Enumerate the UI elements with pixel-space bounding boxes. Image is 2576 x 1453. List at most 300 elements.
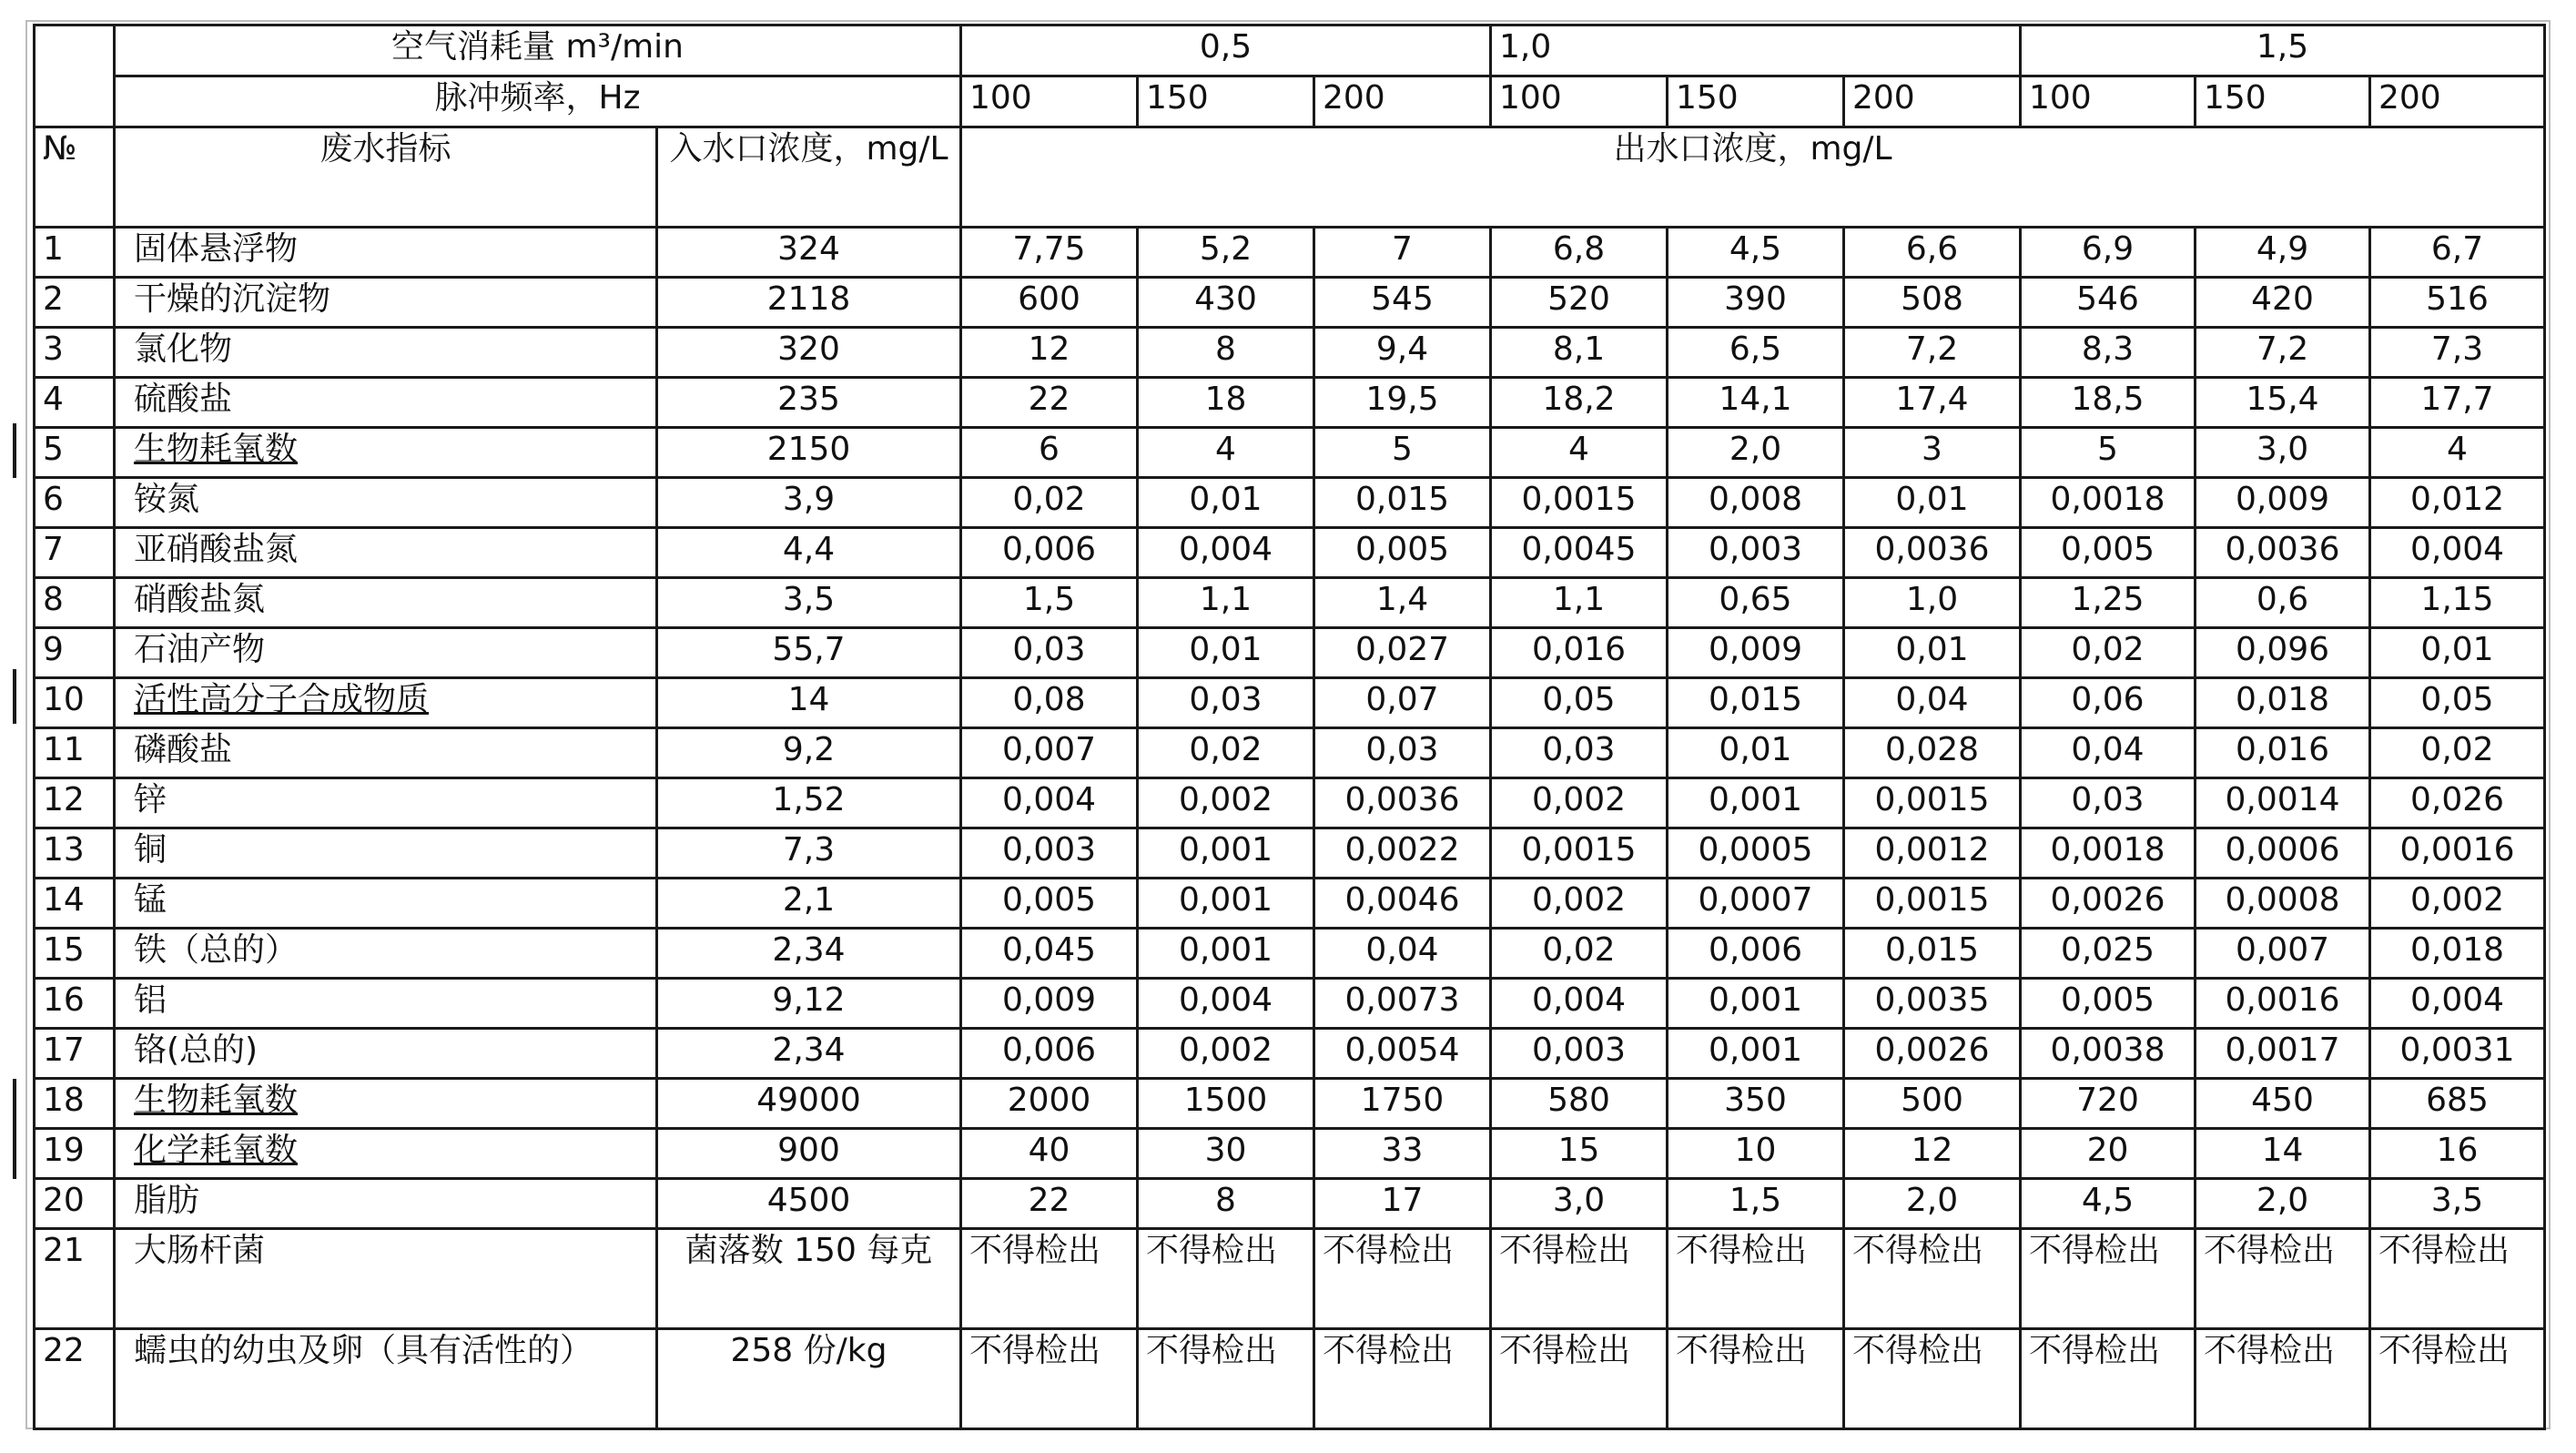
- row-number: 5: [35, 428, 115, 478]
- table-row: [35, 828, 2545, 879]
- table-row: [35, 328, 2545, 378]
- table-row: [35, 528, 2545, 578]
- table-row: [35, 879, 2545, 929]
- indicator-name: 化学耗氧数: [115, 1129, 657, 1179]
- outlet-concentration: 不得检出: [1491, 1329, 1668, 1429]
- outlet-concentration: 0,0036: [1314, 778, 1491, 828]
- outlet-concentration: 0,015: [1668, 678, 1844, 728]
- outlet-concentration: 0,01: [1844, 478, 2021, 528]
- outlet-concentration: 0,002: [1138, 1029, 1314, 1079]
- outlet-concentration: 0,006: [961, 1029, 1138, 1079]
- outlet-concentration: 0,0045: [1491, 528, 1668, 578]
- outlet-concentration: 0,005: [2021, 979, 2196, 1029]
- outlet-concentration: 0,05: [1491, 678, 1668, 728]
- outlet-concentration: 0,002: [2370, 879, 2545, 929]
- air-value-3: 1,5: [2021, 25, 2545, 76]
- row-number: 20: [35, 1179, 115, 1229]
- outlet-concentration: 450: [2196, 1079, 2370, 1129]
- inlet-concentration: 2,34: [657, 929, 961, 979]
- inlet-concentration: 4,4: [657, 528, 961, 578]
- outlet-concentration: 546: [2021, 278, 2196, 328]
- outlet-concentration: 0,005: [2021, 528, 2196, 578]
- outlet-concentration: 0,004: [2370, 528, 2545, 578]
- outlet-concentration: 520: [1491, 278, 1668, 328]
- outlet-concentration: 0,004: [2370, 979, 2545, 1029]
- freq-cell: 100: [961, 76, 1138, 127]
- outlet-concentration: 0,08: [961, 678, 1138, 728]
- outlet-concentration: 545: [1314, 278, 1491, 328]
- outlet-concentration: 不得检出: [1491, 1229, 1668, 1329]
- outlet-concentration: 0,0036: [2196, 528, 2370, 578]
- outlet-concentration: 0,6: [2196, 578, 2370, 628]
- outlet-concentration: 0,002: [1491, 879, 1668, 929]
- inlet-concentration: 14: [657, 678, 961, 728]
- inlet-concentration: 2150: [657, 428, 961, 478]
- table-row: [35, 578, 2545, 628]
- inlet-concentration: 324: [657, 228, 961, 278]
- indicator-name: 干燥的沉淀物: [115, 278, 657, 328]
- outlet-concentration: 0,07: [1314, 678, 1491, 728]
- outlet-concentration: 4: [1138, 428, 1314, 478]
- outlet-concentration: 8,3: [2021, 328, 2196, 378]
- inlet-concentration: 菌落数 150 每克: [657, 1229, 961, 1329]
- indicator-name: 活性高分子合成物质: [115, 678, 657, 728]
- outlet-concentration: 不得检出: [2021, 1229, 2196, 1329]
- outlet-concentration: 30: [1138, 1129, 1314, 1179]
- indicator-name: 磷酸盐: [115, 728, 657, 778]
- air-value-2: 1,0: [1491, 25, 2021, 76]
- outlet-concentration: 0,0015: [1844, 778, 2021, 828]
- number-header: №: [35, 127, 115, 228]
- outlet-concentration: 0,0007: [1668, 879, 1844, 929]
- outlet-concentration: 0,0014: [2196, 778, 2370, 828]
- table-row: [35, 478, 2545, 528]
- row-number: 16: [35, 979, 115, 1029]
- outlet-concentration: 4: [2370, 428, 2545, 478]
- outlet-concentration: 0,012: [2370, 478, 2545, 528]
- indicator-name: 石油产物: [115, 628, 657, 678]
- outlet-concentration: 1,5: [961, 578, 1138, 628]
- indicator-name: 铬(总的): [115, 1029, 657, 1079]
- freq-cell: 150: [1138, 76, 1314, 127]
- freq-cell: 200: [1844, 76, 2021, 127]
- outlet-concentration: 不得检出: [1138, 1229, 1314, 1329]
- header-row-air: [35, 25, 2545, 76]
- outlet-concentration: 7: [1314, 228, 1491, 278]
- outlet-concentration: 390: [1668, 278, 1844, 328]
- outlet-concentration: 0,005: [1314, 528, 1491, 578]
- outlet-concentration: 22: [961, 1179, 1138, 1229]
- inlet-concentration: 9,2: [657, 728, 961, 778]
- outlet-concentration: 0,016: [1491, 628, 1668, 678]
- outlet-concentration: 0,04: [2021, 728, 2196, 778]
- outlet-concentration: 0,06: [2021, 678, 2196, 728]
- outlet-concentration: 0,0015: [1491, 478, 1668, 528]
- outlet-concentration: 0,01: [1844, 628, 2021, 678]
- outlet-concentration: 4,5: [1668, 228, 1844, 278]
- freq-cell: 100: [1491, 76, 1668, 127]
- table-row: [35, 1229, 2545, 1329]
- outlet-concentration: 1,15: [2370, 578, 2545, 628]
- outlet-concentration: 1,4: [1314, 578, 1491, 628]
- outlet-concentration: 6,6: [1844, 228, 2021, 278]
- outlet-concentration: 430: [1138, 278, 1314, 328]
- outlet-concentration: 0,016: [2196, 728, 2370, 778]
- outlet-concentration: 420: [2196, 278, 2370, 328]
- outlet-concentration: 1500: [1138, 1079, 1314, 1129]
- outlet-concentration: 0,03: [1138, 678, 1314, 728]
- outlet-concentration: 0,03: [1491, 728, 1668, 778]
- row-number: 2: [35, 278, 115, 328]
- outlet-concentration: 0,0015: [1491, 828, 1668, 879]
- outlet-concentration: 685: [2370, 1079, 2545, 1129]
- inlet-concentration: 235: [657, 378, 961, 428]
- outlet-concentration: 8: [1138, 1179, 1314, 1229]
- header-row-pulse: [35, 76, 2545, 127]
- outlet-concentration: 0,0038: [2021, 1029, 2196, 1079]
- row-number: 15: [35, 929, 115, 979]
- outlet-concentration: 0,003: [961, 828, 1138, 879]
- inlet-concentration: 55,7: [657, 628, 961, 678]
- outlet-concentration: 3: [1844, 428, 2021, 478]
- outlet-header: 出水口浓度，mg/L: [961, 127, 2545, 228]
- outlet-concentration: 0,0073: [1314, 979, 1491, 1029]
- outlet-concentration: 0,03: [1314, 728, 1491, 778]
- outlet-concentration: 14,1: [1668, 378, 1844, 428]
- outlet-concentration: 0,0018: [2021, 828, 2196, 879]
- indicator-name: 铁（总的）: [115, 929, 657, 979]
- outlet-concentration: 0,0022: [1314, 828, 1491, 879]
- outlet-concentration: 0,03: [961, 628, 1138, 678]
- corner-cell: [35, 25, 115, 127]
- outlet-concentration: 0,0008: [2196, 879, 2370, 929]
- inlet-concentration: 3,9: [657, 478, 961, 528]
- outlet-concentration: 0,003: [1491, 1029, 1668, 1079]
- indicator-name: 锰: [115, 879, 657, 929]
- inlet-concentration: 258 份/kg: [657, 1329, 961, 1429]
- table-row: [35, 728, 2545, 778]
- outlet-concentration: 3,0: [1491, 1179, 1668, 1229]
- row-number: 9: [35, 628, 115, 678]
- wastewater-table: [33, 24, 2546, 1430]
- outlet-concentration: 0,004: [1491, 979, 1668, 1029]
- table-row: [35, 778, 2545, 828]
- outlet-concentration: 不得检出: [2021, 1329, 2196, 1429]
- outlet-concentration: 0,001: [1138, 879, 1314, 929]
- outlet-concentration: 18,2: [1491, 378, 1668, 428]
- outlet-concentration: 0,009: [2196, 478, 2370, 528]
- inlet-header: 入水口浓度，mg/L: [657, 127, 961, 228]
- outlet-concentration: 17: [1314, 1179, 1491, 1229]
- table-row: [35, 228, 2545, 278]
- indicator-name: 硫酸盐: [115, 378, 657, 428]
- outlet-concentration: 0,001: [1138, 828, 1314, 879]
- outlet-concentration: 9,4: [1314, 328, 1491, 378]
- outlet-concentration: 0,0005: [1668, 828, 1844, 879]
- outlet-concentration: 0,05: [2370, 678, 2545, 728]
- row-number: 19: [35, 1129, 115, 1179]
- inlet-concentration: 9,12: [657, 979, 961, 1029]
- outlet-concentration: 0,001: [1668, 1029, 1844, 1079]
- indicator-name: 硝酸盐氮: [115, 578, 657, 628]
- outlet-concentration: 0,65: [1668, 578, 1844, 628]
- outlet-concentration: 10: [1668, 1129, 1844, 1179]
- outlet-concentration: 1,25: [2021, 578, 2196, 628]
- row-number: 6: [35, 478, 115, 528]
- outlet-concentration: 0,0018: [2021, 478, 2196, 528]
- outlet-concentration: 7,2: [2196, 328, 2370, 378]
- table-row: [35, 1129, 2545, 1179]
- outlet-concentration: 0,004: [961, 778, 1138, 828]
- outlet-concentration: 不得检出: [1844, 1229, 2021, 1329]
- outlet-concentration: 17,4: [1844, 378, 2021, 428]
- row-number: 17: [35, 1029, 115, 1079]
- inlet-concentration: 900: [657, 1129, 961, 1179]
- outlet-concentration: 0,001: [1668, 979, 1844, 1029]
- outlet-concentration: 不得检出: [1668, 1229, 1844, 1329]
- outlet-concentration: 0,02: [961, 478, 1138, 528]
- table-row: [35, 428, 2545, 478]
- table-row: [35, 929, 2545, 979]
- outlet-concentration: 22: [961, 378, 1138, 428]
- inlet-concentration: 7,3: [657, 828, 961, 879]
- inlet-concentration: 2118: [657, 278, 961, 328]
- inlet-concentration: 2,1: [657, 879, 961, 929]
- outlet-concentration: 14: [2196, 1129, 2370, 1179]
- indicator-name: 蠕虫的幼虫及卵（具有活性的）: [115, 1329, 657, 1429]
- outlet-concentration: 不得检出: [961, 1229, 1138, 1329]
- outlet-concentration: 508: [1844, 278, 2021, 328]
- outlet-concentration: 33: [1314, 1129, 1491, 1179]
- outlet-concentration: 1750: [1314, 1079, 1491, 1129]
- row-number: 1: [35, 228, 115, 278]
- outlet-concentration: 0,003: [1668, 528, 1844, 578]
- outlet-concentration: 1,1: [1138, 578, 1314, 628]
- outlet-concentration: 0,045: [961, 929, 1138, 979]
- outlet-concentration: 0,001: [1668, 778, 1844, 828]
- row-number: 7: [35, 528, 115, 578]
- indicator-name: 铜: [115, 828, 657, 879]
- outlet-concentration: 5,2: [1138, 228, 1314, 278]
- outlet-concentration: 不得检出: [961, 1329, 1138, 1429]
- outlet-concentration: 6,9: [2021, 228, 2196, 278]
- margin-mark: [13, 669, 16, 724]
- outlet-concentration: 0,004: [1138, 979, 1314, 1029]
- outlet-concentration: 17,7: [2370, 378, 2545, 428]
- outlet-concentration: 0,0015: [1844, 879, 2021, 929]
- outlet-concentration: 516: [2370, 278, 2545, 328]
- row-number: 12: [35, 778, 115, 828]
- outlet-concentration: 7,75: [961, 228, 1138, 278]
- row-number: 18: [35, 1079, 115, 1129]
- outlet-concentration: 0,0016: [2196, 979, 2370, 1029]
- indicator-name: 生物耗氧数: [115, 1079, 657, 1129]
- outlet-concentration: 0,03: [2021, 778, 2196, 828]
- outlet-concentration: 0,02: [2021, 628, 2196, 678]
- outlet-concentration: 6: [961, 428, 1138, 478]
- inlet-concentration: 2,34: [657, 1029, 961, 1079]
- outlet-concentration: 7,2: [1844, 328, 2021, 378]
- inlet-concentration: 320: [657, 328, 961, 378]
- indicator-name: 脂肪: [115, 1179, 657, 1229]
- outlet-concentration: 不得检出: [1314, 1329, 1491, 1429]
- indicator-name: 生物耗氧数: [115, 428, 657, 478]
- outlet-concentration: 6,8: [1491, 228, 1668, 278]
- outlet-concentration: 0,015: [1844, 929, 2021, 979]
- table-row: [35, 1029, 2545, 1079]
- outlet-concentration: 0,008: [1668, 478, 1844, 528]
- outlet-concentration: 0,0035: [1844, 979, 2021, 1029]
- indicator-header: 废水指标: [115, 127, 657, 228]
- outlet-concentration: 0,007: [2196, 929, 2370, 979]
- freq-cell: 200: [2370, 76, 2545, 127]
- outlet-concentration: 0,0006: [2196, 828, 2370, 879]
- outlet-concentration: 不得检出: [1844, 1329, 2021, 1429]
- outlet-concentration: 1,0: [1844, 578, 2021, 628]
- outlet-concentration: 0,0054: [1314, 1029, 1491, 1079]
- freq-cell: 150: [2196, 76, 2370, 127]
- table-row: [35, 378, 2545, 428]
- outlet-concentration: 0,01: [1668, 728, 1844, 778]
- margin-mark: [13, 423, 16, 478]
- outlet-concentration: 15,4: [2196, 378, 2370, 428]
- inlet-concentration: 3,5: [657, 578, 961, 628]
- outlet-concentration: 0,01: [1138, 628, 1314, 678]
- outlet-concentration: 0,006: [1668, 929, 1844, 979]
- outlet-concentration: 0,0046: [1314, 879, 1491, 929]
- outlet-concentration: 2,0: [1668, 428, 1844, 478]
- outlet-concentration: 0,002: [1138, 778, 1314, 828]
- outlet-concentration: 0,027: [1314, 628, 1491, 678]
- outlet-concentration: 不得检出: [2370, 1329, 2545, 1429]
- outlet-concentration: 0,006: [961, 528, 1138, 578]
- row-number: 21: [35, 1229, 115, 1329]
- outlet-concentration: 5: [2021, 428, 2196, 478]
- margin-mark: [13, 1079, 16, 1179]
- outlet-concentration: 0,009: [961, 979, 1138, 1029]
- outlet-concentration: 0,02: [2370, 728, 2545, 778]
- row-number: 3: [35, 328, 115, 378]
- table-row: [35, 278, 2545, 328]
- outlet-concentration: 0,009: [1668, 628, 1844, 678]
- outlet-concentration: 0,028: [1844, 728, 2021, 778]
- outlet-concentration: 2,0: [2196, 1179, 2370, 1229]
- outlet-concentration: 1,1: [1491, 578, 1668, 628]
- outlet-concentration: 720: [2021, 1079, 2196, 1129]
- row-number: 11: [35, 728, 115, 778]
- outlet-concentration: 600: [961, 278, 1138, 328]
- outlet-concentration: 0,018: [2370, 929, 2545, 979]
- outlet-concentration: 0,0026: [2021, 879, 2196, 929]
- outlet-concentration: 0,02: [1138, 728, 1314, 778]
- outlet-concentration: 1,5: [1668, 1179, 1844, 1229]
- row-number: 13: [35, 828, 115, 879]
- outlet-concentration: 0,007: [961, 728, 1138, 778]
- inlet-concentration: 4500: [657, 1179, 961, 1229]
- table-row: [35, 628, 2545, 678]
- outlet-concentration: 500: [1844, 1079, 2021, 1129]
- outlet-concentration: 3,5: [2370, 1179, 2545, 1229]
- outlet-concentration: 0,0012: [1844, 828, 2021, 879]
- outlet-concentration: 0,018: [2196, 678, 2370, 728]
- indicator-name: 固体悬浮物: [115, 228, 657, 278]
- outlet-concentration: 40: [961, 1129, 1138, 1179]
- outlet-concentration: 0,04: [1314, 929, 1491, 979]
- pulse-frequency-label: 脉冲频率，Hz: [115, 76, 961, 127]
- row-number: 22: [35, 1329, 115, 1429]
- inlet-concentration: 1,52: [657, 778, 961, 828]
- outlet-concentration: 580: [1491, 1079, 1668, 1129]
- outlet-concentration: 7,3: [2370, 328, 2545, 378]
- air-value-1: 0,5: [961, 25, 1491, 76]
- table-row: [35, 678, 2545, 728]
- outlet-concentration: 0,002: [1491, 778, 1668, 828]
- outlet-concentration: 6,5: [1668, 328, 1844, 378]
- outlet-concentration: 18,5: [2021, 378, 2196, 428]
- outlet-concentration: 12: [1844, 1129, 2021, 1179]
- outlet-concentration: 0,0016: [2370, 828, 2545, 879]
- outlet-concentration: 不得检出: [2196, 1329, 2370, 1429]
- indicator-name: 铵氮: [115, 478, 657, 528]
- indicator-name: 氯化物: [115, 328, 657, 378]
- freq-cell: 150: [1668, 76, 1844, 127]
- outlet-concentration: 6,7: [2370, 228, 2545, 278]
- row-number: 4: [35, 378, 115, 428]
- outlet-concentration: 350: [1668, 1079, 1844, 1129]
- outlet-concentration: 8: [1138, 328, 1314, 378]
- outlet-concentration: 15: [1491, 1129, 1668, 1179]
- outlet-concentration: 不得检出: [1138, 1329, 1314, 1429]
- outlet-concentration: 5: [1314, 428, 1491, 478]
- row-number: 8: [35, 578, 115, 628]
- outlet-concentration: 2000: [961, 1079, 1138, 1129]
- table-row: [35, 1079, 2545, 1129]
- outlet-concentration: 12: [961, 328, 1138, 378]
- outlet-concentration: 3,0: [2196, 428, 2370, 478]
- indicator-name: 锌: [115, 778, 657, 828]
- outlet-concentration: 4,9: [2196, 228, 2370, 278]
- outlet-concentration: 0,01: [1138, 478, 1314, 528]
- outlet-concentration: 0,0031: [2370, 1029, 2545, 1079]
- outlet-concentration: 0,026: [2370, 778, 2545, 828]
- table-row: [35, 979, 2545, 1029]
- row-number: 10: [35, 678, 115, 728]
- outlet-concentration: 0,01: [2370, 628, 2545, 678]
- outlet-concentration: 0,04: [1844, 678, 2021, 728]
- outlet-concentration: 19,5: [1314, 378, 1491, 428]
- outlet-concentration: 0,005: [961, 879, 1138, 929]
- outlet-concentration: 0,004: [1138, 528, 1314, 578]
- outlet-concentration: 18: [1138, 378, 1314, 428]
- outlet-concentration: 不得检出: [1668, 1329, 1844, 1429]
- freq-cell: 100: [2021, 76, 2196, 127]
- outlet-concentration: 4,5: [2021, 1179, 2196, 1229]
- indicator-name: 大肠杆菌: [115, 1229, 657, 1329]
- inlet-concentration: 49000: [657, 1079, 961, 1129]
- header-row-columns: [35, 127, 2545, 228]
- outlet-concentration: 不得检出: [2196, 1229, 2370, 1329]
- air-consumption-label: 空气消耗量 m³/min: [115, 25, 961, 76]
- outlet-concentration: 8,1: [1491, 328, 1668, 378]
- row-number: 14: [35, 879, 115, 929]
- outlet-concentration: 0,02: [1491, 929, 1668, 979]
- table-row: [35, 1329, 2545, 1429]
- table-row: [35, 1179, 2545, 1229]
- outlet-concentration: 0,0026: [1844, 1029, 2021, 1079]
- freq-cell: 200: [1314, 76, 1491, 127]
- outlet-concentration: 0,001: [1138, 929, 1314, 979]
- outlet-concentration: 不得检出: [1314, 1229, 1491, 1329]
